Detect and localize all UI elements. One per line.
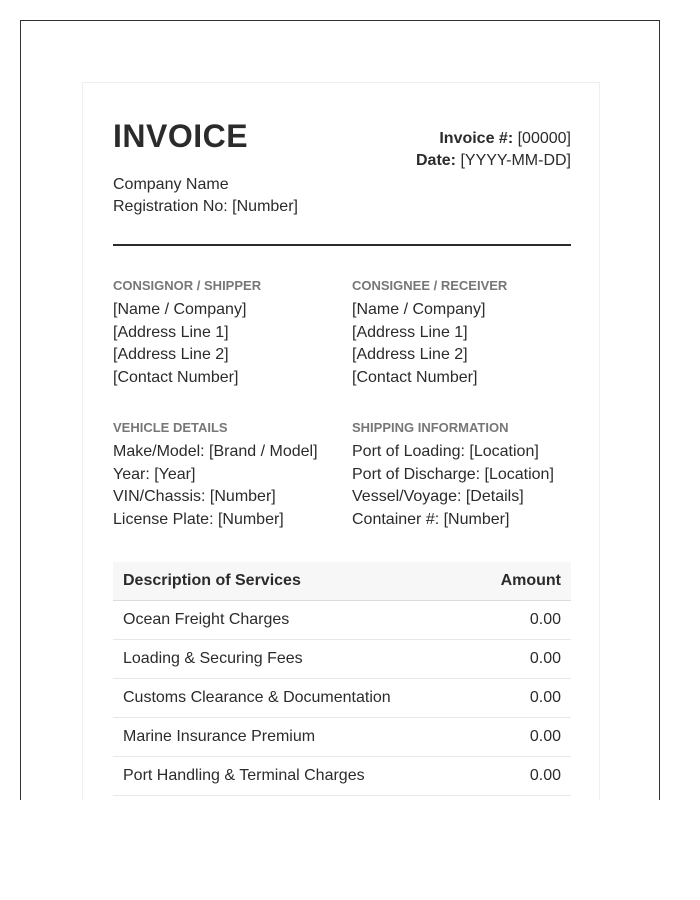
table-row: [113, 757, 571, 796]
invoice-title: INVOICE: [113, 118, 249, 154]
vehicle-line: Year: [Year]: [113, 465, 196, 483]
services-table: [113, 562, 571, 796]
service-description: Port Handling & Terminal Charges: [113, 757, 471, 796]
consignee-line: [Contact Number]: [352, 368, 478, 386]
vehicle-line: Make/Model: [Brand / Model]: [113, 443, 318, 460]
table-row: [113, 601, 571, 640]
shipping-label: SHIPPING INFORMATION: [352, 420, 509, 435]
vehicle-line: VIN/Chassis: [Number]: [113, 488, 276, 505]
service-amount: 0.00: [471, 640, 571, 679]
invoice-date-value: [YYYY-MM-DD]: [460, 152, 571, 169]
description-column-header: Description of Services: [113, 562, 471, 601]
shipping-line: Vessel/Voyage: [Details]: [352, 488, 524, 505]
consignor-line: [Contact Number]: [113, 368, 239, 386]
company-registration: Registration No: [Number]: [113, 198, 298, 215]
table-row: [113, 679, 571, 718]
header-divider: [113, 244, 571, 246]
invoice-date-row: [416, 150, 571, 172]
consignee-section: [352, 278, 582, 389]
service-amount: 0.00: [471, 679, 571, 718]
consignee-line: [Address Line 2]: [352, 346, 468, 363]
service-description: Customs Clearance & Documentation: [113, 679, 471, 718]
invoice-number-row: [416, 128, 571, 150]
consignor-line: [Address Line 2]: [113, 346, 229, 363]
shipping-line: Port of Discharge: [Location]: [352, 465, 554, 483]
document-frame: [20, 20, 660, 800]
table-row: [113, 718, 571, 757]
shipping-section: [352, 420, 582, 531]
invoice-date-label: Date:: [416, 152, 457, 169]
invoice-number-label: Invoice #:: [439, 130, 514, 147]
service-amount: 0.00: [471, 718, 571, 757]
service-description: Loading & Securing Fees: [113, 640, 471, 679]
consignee-line: [Name / Company]: [352, 301, 486, 318]
invoice-number-value: [00000]: [517, 130, 571, 147]
service-amount: 0.00: [471, 601, 571, 640]
service-amount: 0.00: [471, 757, 571, 796]
consignor-section: [113, 278, 343, 389]
services-header-row: [113, 562, 571, 601]
shipping-line: Container #: [Number]: [352, 510, 510, 528]
service-description: Ocean Freight Charges: [113, 601, 471, 640]
shipping-line: Port of Loading: [Location]: [352, 443, 539, 460]
consignor-line: [Address Line 1]: [113, 323, 229, 341]
company-name: Company Name: [113, 176, 229, 193]
company-info: [113, 174, 298, 218]
vehicle-section: [113, 420, 343, 531]
amount-column-header: Amount: [471, 562, 571, 601]
consignee-label: CONSIGNEE / RECEIVER: [352, 278, 508, 293]
invoice-meta: [416, 128, 571, 172]
table-row: [113, 640, 571, 679]
vehicle-label: VEHICLE DETAILS: [113, 420, 228, 435]
consignor-line: [Name / Company]: [113, 301, 247, 318]
consignor-label: CONSIGNOR / SHIPPER: [113, 278, 262, 293]
invoice-sheet: [82, 82, 600, 800]
vehicle-line: License Plate: [Number]: [113, 510, 284, 528]
service-description: Marine Insurance Premium: [113, 718, 471, 757]
consignee-line: [Address Line 1]: [352, 323, 468, 341]
